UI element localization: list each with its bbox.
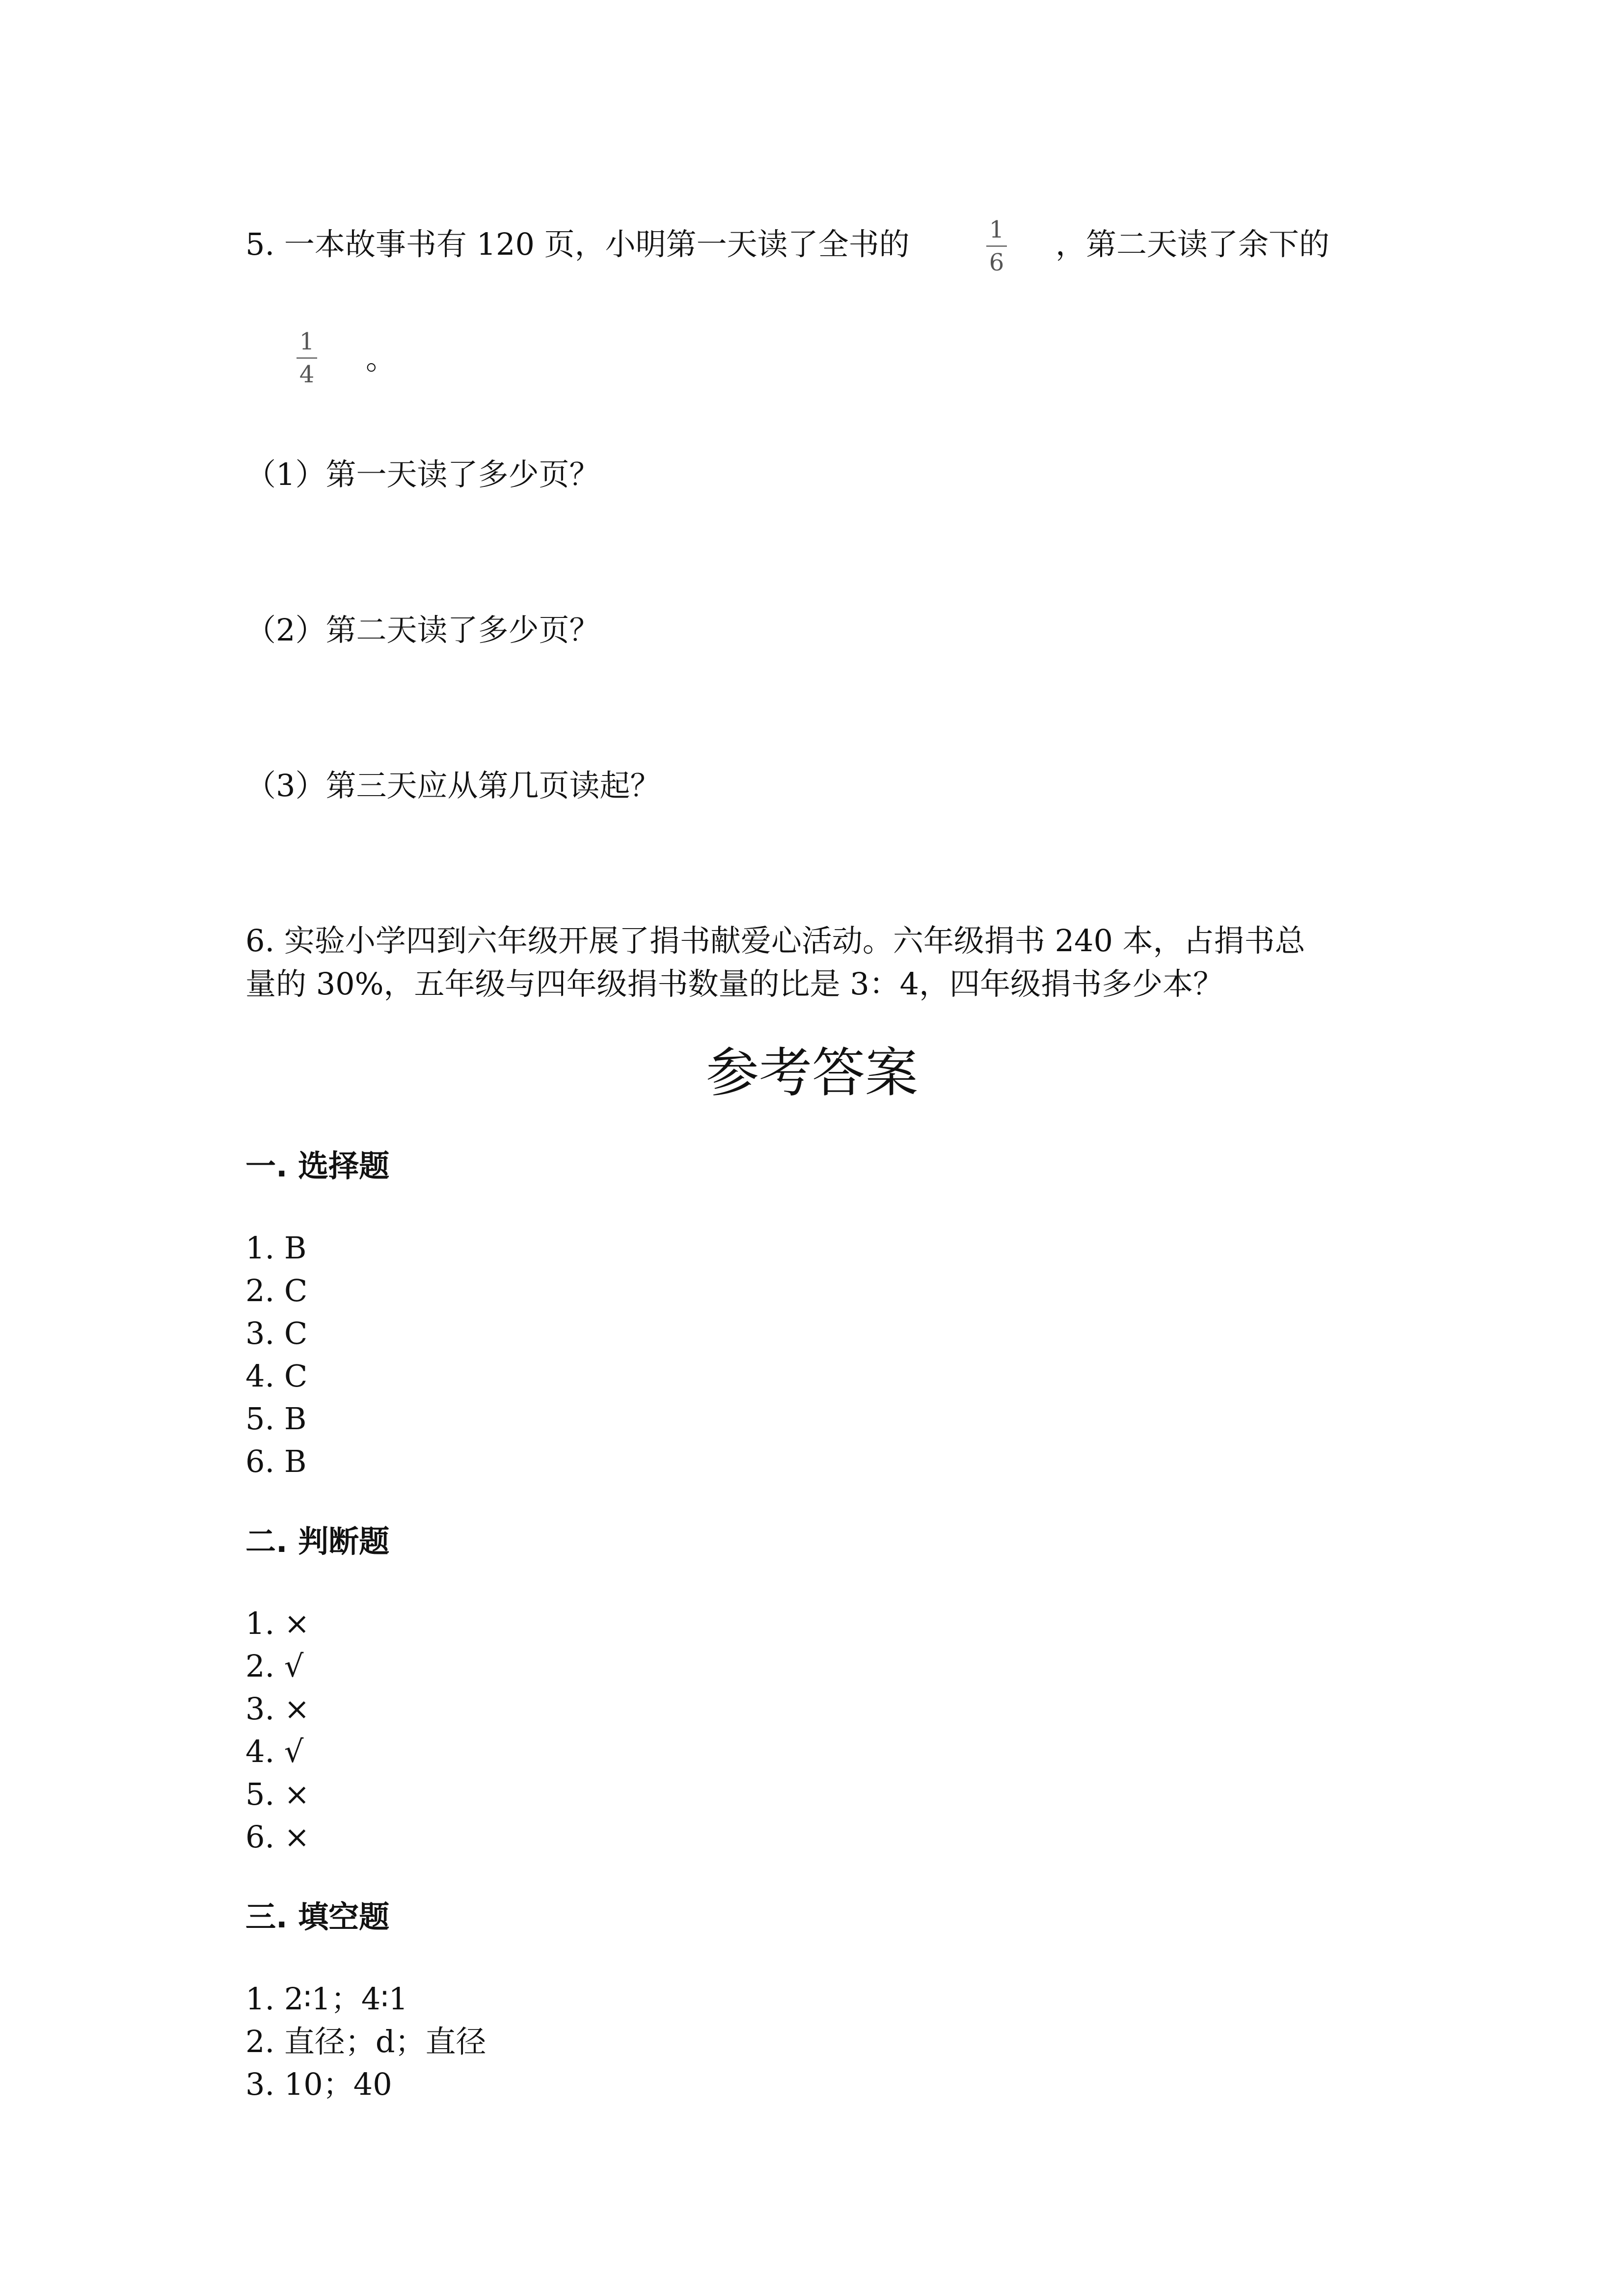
section-heading-true-false: 二. 判断题 — [245, 1523, 390, 1559]
q5-sub-question-2: （2）第二天读了多少页？ — [245, 612, 600, 648]
answer-item: 2. √ — [245, 1648, 304, 1684]
answer-item: 3. × — [245, 1691, 310, 1727]
q6-line1: 6. 实验小学四到六年级开展了捐书献爱心活动。六年级捐书 240 本，占捐书总 — [245, 923, 1305, 959]
fraction-bar — [986, 245, 1007, 247]
fraction-one-sixth — [984, 216, 1009, 276]
q5-sub-question-3: （3）第三天应从第几页读起？ — [245, 768, 661, 803]
answer-item: 1. 2∶1；4∶1 — [245, 1981, 408, 2017]
answer-item: 2. C — [245, 1273, 308, 1308]
answer-item: 5. B — [245, 1401, 307, 1437]
q5-line1-after: ，第二天读了余下的 — [1056, 226, 1330, 262]
answer-item: 4. C — [245, 1358, 308, 1394]
q6-line2: 量的 30%，五年级与四年级捐书数量的比是 3：4，四年级捐书多少本？ — [245, 966, 1224, 1002]
fraction-one-quarter-numerator: 1 — [299, 328, 315, 355]
answer-item: 1. B — [245, 1230, 307, 1266]
section-heading-multiple-choice: 一. 选择题 — [245, 1148, 390, 1184]
section-heading-fill-in: 三. 填空题 — [245, 1899, 390, 1935]
q5-line2-end: 。 — [366, 341, 397, 376]
answer-item: 6. × — [245, 1819, 310, 1855]
q5-line1-before: 5. 一本故事书有 120 页，小明第一天读了全书的 — [245, 226, 910, 262]
answer-item: 4. √ — [245, 1734, 304, 1769]
answer-key-title: 参考答案 — [705, 1042, 918, 1104]
answer-item: 5. × — [245, 1776, 310, 1812]
answer-item: 2. 直径；d；直径 — [245, 2024, 487, 2059]
answer-item: 6. B — [245, 1443, 307, 1479]
q5-sub-question-1: （1）第一天读了多少页？ — [245, 456, 600, 492]
fraction-one-quarter — [295, 328, 319, 388]
answer-item: 1. × — [245, 1605, 310, 1641]
fraction-one-sixth-numerator: 1 — [989, 216, 1004, 243]
answer-item: 3. 10；40 — [245, 2066, 392, 2102]
answer-item: 3. C — [245, 1315, 308, 1351]
fraction-one-quarter-denominator: 4 — [299, 361, 315, 388]
fraction-bar — [297, 357, 317, 359]
fraction-one-sixth-denominator: 6 — [989, 249, 1004, 276]
